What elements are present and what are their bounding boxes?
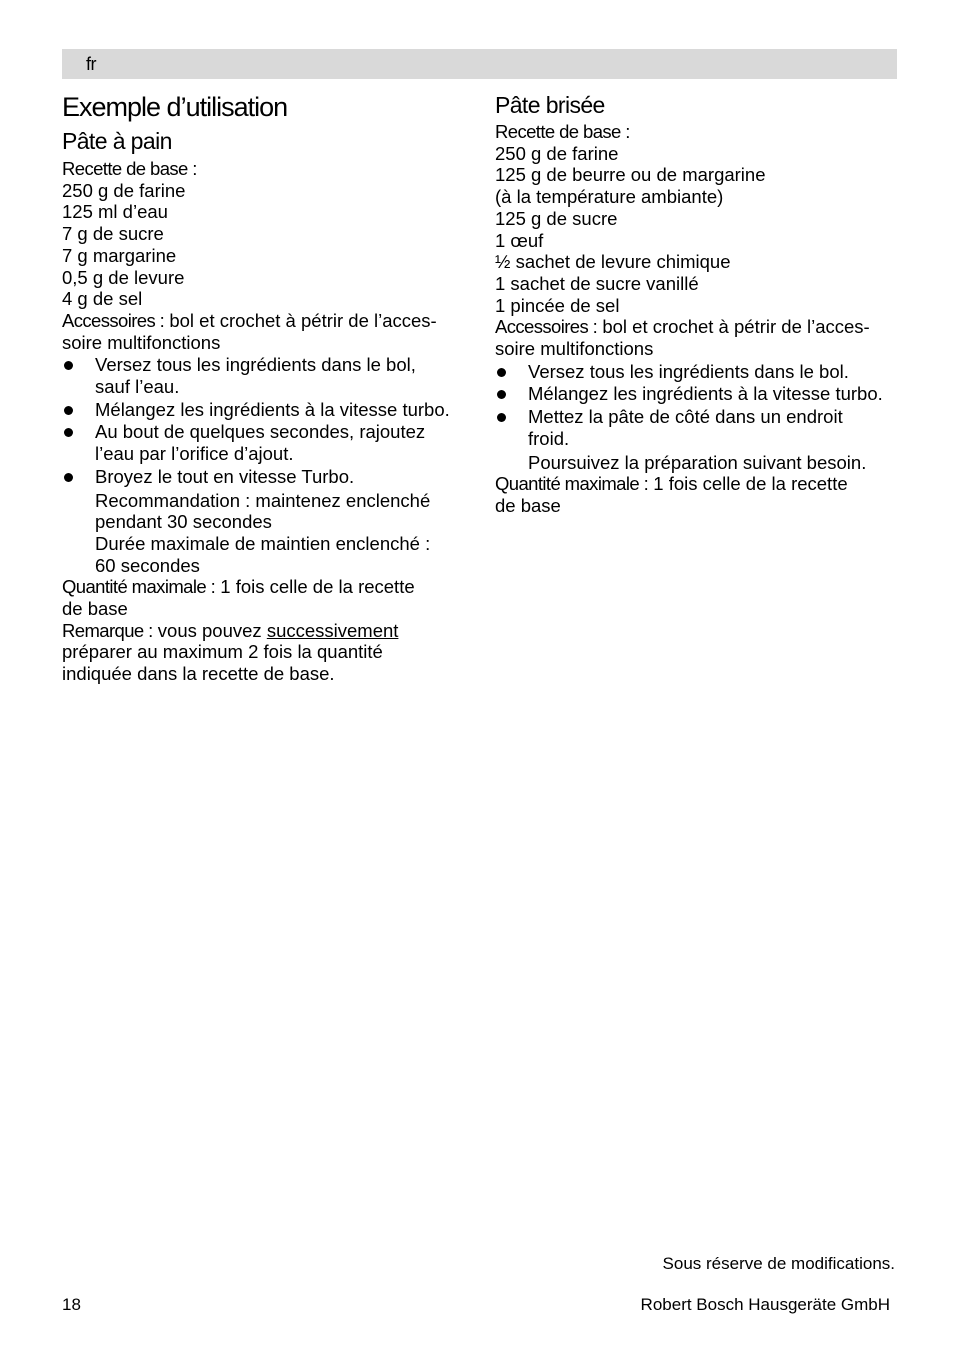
- step-item: Mélangez les ingrédients à la vitesse turbo.: [495, 383, 900, 405]
- ingredient: 125 ml d’eau: [62, 201, 168, 223]
- right-column: [495, 90, 900, 517]
- step-item: Versez tous les ingrédients dans le bol.: [495, 361, 900, 383]
- bullet-icon: [64, 361, 73, 370]
- recipe-title-bread: Pâte à pain: [62, 128, 172, 154]
- ingredient: 4 g de sel: [62, 288, 143, 310]
- accessories-text: bol et crochet à pétrir de l’acces-: [164, 309, 437, 331]
- ingredient: 1 pincée de sel: [495, 294, 620, 316]
- accessories: [495, 316, 900, 359]
- step-item: Au bout de quelques secondes, rajoutez l’eau par l’orifice d’ajout.: [62, 421, 467, 464]
- ingredient: 1 sachet de sucre vanillé: [495, 272, 699, 294]
- bullet-icon: [497, 368, 506, 377]
- recommendation: Recommandation : maintenez enclenché pendant 30 secondes: [95, 489, 431, 533]
- recipe-title-shortcrust: Pâte brisée: [495, 92, 605, 118]
- company-name: Robert Bosch Hausgeräte GmbH: [640, 1295, 890, 1314]
- step-list: [495, 361, 900, 450]
- accessories-text: bol et crochet à pétrir de l’acces-: [597, 316, 870, 338]
- ingredient: 250 g de farine: [62, 179, 186, 201]
- step-item: Broyez le tout en vitesse Turbo.: [62, 466, 467, 488]
- accessories-label: Accessoires :: [62, 309, 165, 331]
- recipe-label: Recette de base :: [495, 121, 630, 142]
- language-bar: [62, 49, 897, 79]
- accessories-text-cont: soire multifonctions: [495, 338, 654, 360]
- ingredient: 0,5 g de levure: [62, 266, 185, 288]
- bullet-icon: [497, 390, 506, 399]
- max-hold-duration: Durée maximale de maintien enclenché : 60 secondes: [95, 532, 431, 576]
- accessories-label: Accessoires :: [495, 316, 598, 338]
- accessories: [62, 310, 467, 353]
- remark: Remarque : vous pouvez successivement préparer au maximum 2 fois la quantité indiquée dans la recette de base.: [62, 619, 399, 685]
- accessories-text-cont: soire multifonctions: [62, 331, 221, 353]
- max-quantity: Quantité maximale : 1 fois celle de la recette de base: [495, 473, 848, 516]
- continue-note: Poursuivez la préparation suivant besoin.: [528, 451, 867, 473]
- page-number: 18: [62, 1295, 81, 1314]
- ingredient-list: [62, 180, 467, 310]
- ingredient: 250 g de farine: [495, 142, 619, 164]
- ingredient: ½ sachet de levure chimique: [495, 251, 731, 273]
- ingredient: 1 œuf: [495, 229, 544, 251]
- quantity-label: Quantité maximale :: [495, 473, 649, 495]
- footer-note: Sous réserve de modifications.: [662, 1254, 895, 1273]
- bullet-icon: [64, 406, 73, 415]
- ingredient: 7 g margarine: [62, 244, 177, 266]
- ingredient: (à la température ambiante): [495, 186, 724, 208]
- ingredient: 7 g de sucre: [62, 223, 164, 245]
- language-code: fr: [86, 54, 96, 74]
- quantity-label: Quantité maximale :: [62, 576, 216, 598]
- remark-label: Remarque :: [62, 619, 153, 641]
- ingredient: 125 g de beurre ou de margarine: [495, 164, 766, 186]
- bullet-icon: [64, 473, 73, 482]
- bullet-icon: [64, 428, 73, 437]
- left-column: [62, 90, 467, 685]
- section-title: Exemple d’utilisation: [62, 92, 288, 122]
- bullet-icon: [497, 413, 506, 422]
- step-item: Mettez la pâte de côté dans un endroit froid.: [495, 406, 900, 449]
- ingredient: 125 g de sucre: [495, 207, 618, 229]
- step-list: [62, 354, 467, 487]
- step-item: Mélangez les ingrédients à la vitesse turbo.: [62, 399, 467, 421]
- step-item: Versez tous les ingrédients dans le bol, sauf l’eau.: [62, 354, 467, 397]
- max-quantity: Quantité maximale : 1 fois celle de la recette de base: [62, 576, 415, 620]
- remark-emphasis: successivement: [266, 619, 399, 641]
- recipe-label: Recette de base :: [62, 158, 197, 179]
- ingredient-list: [495, 143, 900, 317]
